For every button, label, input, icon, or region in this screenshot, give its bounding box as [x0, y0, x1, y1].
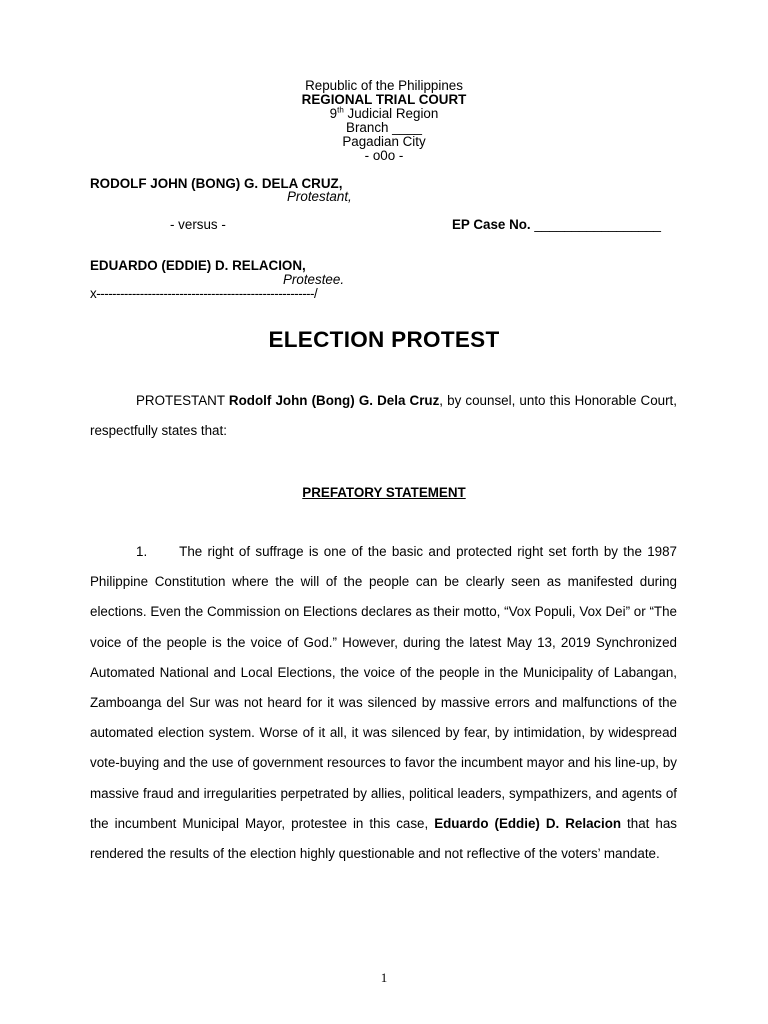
protestee-name-inline: Eduardo (Eddie) D. Relacion	[434, 815, 622, 831]
paragraph-number: 1.	[136, 544, 148, 559]
caption-court: REGIONAL TRIAL COURT	[301, 92, 467, 107]
caption-region	[0, 107, 768, 121]
caption-republic: Republic of the Philippines	[305, 78, 463, 93]
intro-paragraph	[90, 386, 677, 446]
intro-lead: PROTESTANT	[136, 393, 229, 408]
region-ordinal: th	[337, 105, 344, 115]
case-number	[452, 217, 661, 232]
case-label: EP Case No.	[452, 217, 531, 232]
versus-label: - versus -	[170, 217, 226, 232]
region-label: Judicial Region	[343, 106, 439, 121]
page-number: 1	[380, 970, 388, 985]
region-number: 9	[329, 106, 338, 121]
protestant-name: RODOLF JOHN (BONG) G. DELA CRUZ,	[90, 176, 343, 191]
document-title: ELECTION PROTEST	[268, 327, 500, 352]
intro-protestant-name: Rodolf John (Bong) G. Dela Cruz	[228, 393, 440, 408]
section-heading: PREFATORY STATEMENT	[302, 485, 466, 500]
protestee-name: EDUARDO (EDDIE) D. RELACION,	[90, 258, 306, 273]
paragraph-1	[90, 537, 677, 869]
paragraph-text-after: that has rendered the results of the election highly questionable and not reflective of the voters’ mandate.	[90, 815, 677, 862]
intro-rest: , by counsel, unto this Honorable Court, respectfully states that:	[90, 393, 677, 439]
case-blank: _________________	[530, 217, 661, 232]
paragraph-text-before: The right of suffrage is one of the basic and protected right set forth by the 1987 Philippine Constitution where the will of the people can be clearly seen as manifested during elections. Even the Commission on Elections declares as their motto, “Vox Populi, Vox Dei” or “The voice of the people is the voice of God.” However, during the latest May 13, 2019 Synchronized Automated National and Local Elections, the voice of the people in the Municipality of Labangan, Zamboanga del Sur was not heard for it was silenced by massive errors and malfunctions of the automated election system. Worse of it all, it was silenced by fear, by intimidation, by widespread vote-buying and the use of government resources to favor the incumbent mayor and his line-up, by massive fraud and irregularities perpetrated by allies, political leaders, sympathizers, and agents of the incumbent Municipal Mayor, protestee in this case,	[90, 544, 677, 831]
caption-city: Pagadian City	[342, 134, 426, 149]
caption-divider: x-------------------------------------------------------/	[90, 286, 318, 301]
protestant-role: Protestant,	[287, 189, 352, 204]
caption-ornament: - o0o -	[364, 148, 404, 163]
caption-branch: Branch ____	[346, 120, 422, 135]
protestee-role: Protestee.	[283, 272, 345, 287]
